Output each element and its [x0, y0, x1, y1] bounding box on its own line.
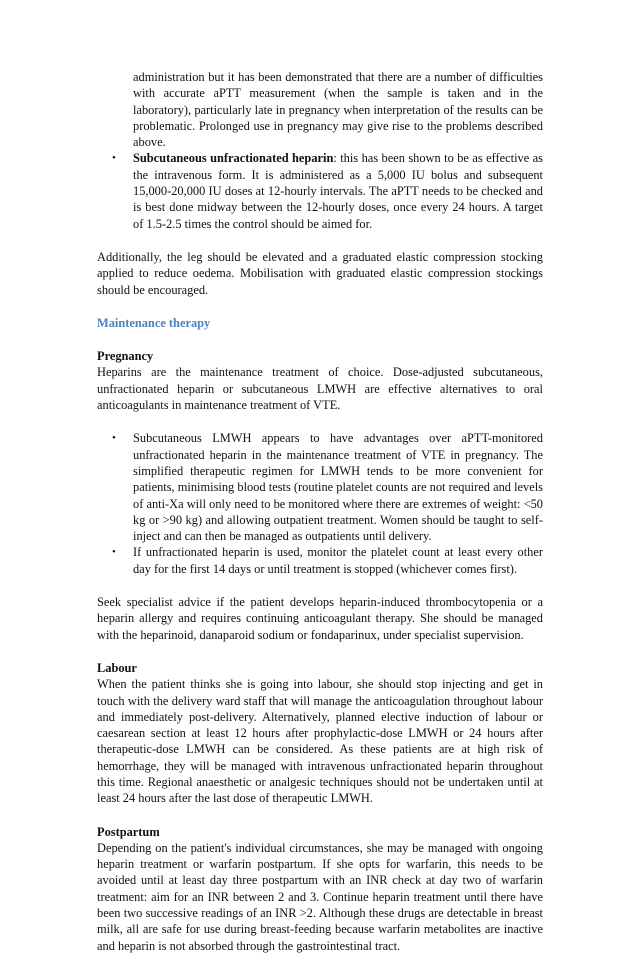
postpartum-paragraph: Depending on the patient's individual circumstances, she may be managed with ongoing heparin treatment or warfarin postpartum. If she opts for warfarin, this needs to be avoided until at least day three postpartum with an INR check at day two of warfarin treatment: aim for an INR between 2 and 3. Continue heparin treatment until there have been two successive readings of an INR >2. Although these drugs are detectable in breast milk, all are safe for use during breast-feeding because warfarin metabolites are inactive and heparin is not absorbed through the gastrointestinal tract. [97, 840, 543, 953]
pregnancy-heading: Pregnancy [97, 349, 154, 364]
section-heading: Maintenance therapy [97, 315, 211, 330]
labour-paragraph: When the patient thinks she is going into labour, she should stop injecting and get in touch with the delivery ward staff that will manage the anticoagulation throughout labour and immediately post-delivery. Alternatively, planned elective induction of labour or caesarean section at least 12 hours after prophylactic-dose LMWH or 24 hours after therapeutic-dose LMWH can be considered. As these patients are at high risk of hemorrhage, they will be managed with intravenous unfractionated heparin throughout this time. Regional anaesthetic or analgesic techniques should not be undertaken until at least 24 hours after the last dose of therapeutic LMWH. [97, 677, 543, 806]
treatment-bullet-list [97, 150, 543, 231]
bullet-text: If unfractionated heparin is used, monitor the platelet count at least every other day for the first 14 days or until treatment is stopped (whichever comes first). [133, 545, 543, 576]
pregnancy-bullet-list [97, 430, 543, 577]
bullet-text: : this has been shown to be as effective as the intravenous form. It is administered as a 5,000 IU bolus and subsequent 15,000-20,000 IU doses at 12-hourly intervals. The aPTT needs to be checked and is best done midway between the 12-hourly doses, once every 24 hours. A target of 1.5-2.5 times the control should be aimed for. [133, 151, 543, 231]
pregnancy-paragraph: Heparins are the maintenance treatment of choice. Dose-adjusted subcutaneous, unfractionated heparin or subcutaneous LMWH are effective alternatives to oral anticoagulants in maintenance treatment of VTE. [97, 365, 543, 413]
list-item [97, 544, 543, 577]
bullet-text: Subcutaneous LMWH appears to have advantages over aPTT-monitored unfractionated heparin in the maintenance treatment of VTE in pregnancy. The simplified therapeutic regimen for LMWH tends to be more convenient for patients, minimising blood tests (routine platelet counts are not required and levels of anti-Xa will only need to be monitored where there are extremes of weight: <50 kg or >90 kg) and allowing outpatient treatment. Women should be taught to self-inject and can then be managed as outpatients until delivery. [133, 431, 543, 544]
list-item [97, 150, 543, 231]
labour-heading: Labour [97, 660, 137, 675]
leg-elevation-paragraph: Additionally, the leg should be elevated and a graduated elastic compression stocking applied to reduce oedema. Mobilisation with graduated elastic compression stockings should be encouraged. [97, 249, 543, 297]
specialist-advice-paragraph: Seek specialist advice if the patient develops heparin-induced thrombocytopenia or a heparin allergy and requires continuing anticoagulant therapy. She should be managed with the heparinoid, danaparoid sodium or fondaparinux, under specialist supervision. [97, 595, 543, 642]
document-page [97, 69, 543, 954]
bullet-icon: • [112, 152, 116, 165]
bullet-icon: • [112, 546, 116, 559]
list-item [97, 430, 543, 544]
bullet-icon: • [112, 432, 116, 445]
bullet-bold-term: Subcutaneous unfractionated heparin [133, 151, 334, 166]
continuation-paragraph: administration but it has been demonstrated that there are a number of difficulties with accurate aPTT measurement (when the sample is taken and in the laboratory), particularly late in pregnancy when interpretation of the results can be problematic. Prolonged use in pregnancy may give rise to the problems described above. [133, 70, 543, 150]
postpartum-heading: Postpartum [97, 824, 160, 839]
